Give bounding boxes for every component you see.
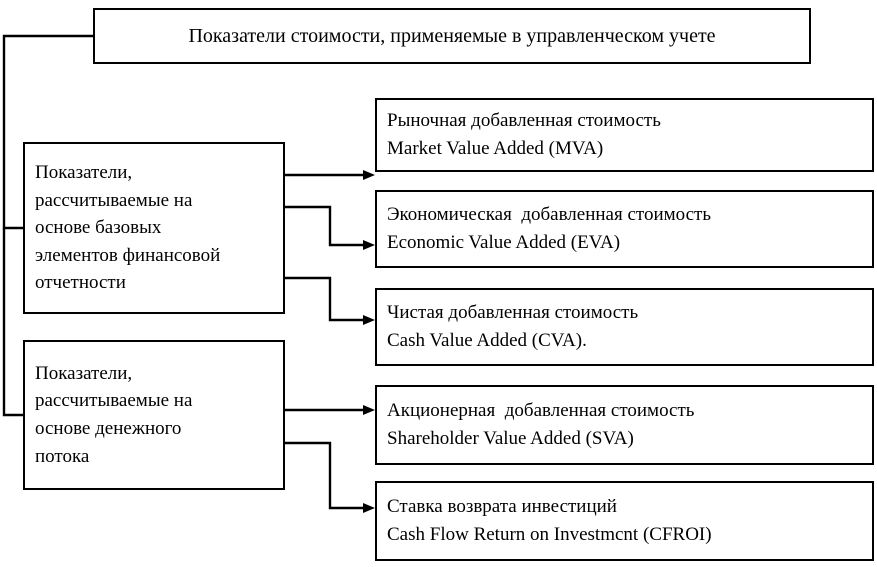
- metric-label-ru: Экономическая добавленная стоимость: [387, 204, 712, 226]
- category-line: Показатели,: [35, 162, 133, 184]
- diagram-title-box: [93, 8, 811, 64]
- category-box-cash-flow: [23, 340, 285, 490]
- connector-cat2-to-metric5: [285, 443, 368, 508]
- metric-box-cva: [375, 288, 874, 366]
- diagram-title-text: Показатели стоимости, применяемые в управленческом учете: [188, 24, 716, 47]
- category-line: Показатели,: [35, 362, 133, 384]
- arrowhead-metric2: [363, 240, 375, 250]
- category-box-base-financial-elements: [23, 142, 285, 314]
- metric-label-en: Cash Value Added (CVA).: [387, 330, 587, 351]
- category-line: отчетности: [35, 272, 126, 294]
- metric-label-en: Market Value Added (MVA): [387, 138, 604, 159]
- arrowhead-metric4: [363, 405, 375, 415]
- metric-box-cfroi: [375, 481, 874, 561]
- metric-label-en: Shareholder Value Added (SVA): [387, 428, 634, 449]
- metric-label-ru: Ставка возврата инвестиций: [387, 496, 617, 518]
- connector-cat1-to-metric2: [285, 207, 368, 245]
- category-line: рассчитываемые на: [35, 390, 193, 412]
- category-line: потока: [35, 445, 90, 467]
- category-line: рассчитываемые на: [35, 189, 193, 211]
- arrowhead-metric5: [363, 503, 375, 513]
- metric-label-en: Economic Value Added (EVA): [387, 232, 621, 253]
- metric-label-en: Cash Flow Return on Investmcnt (CFROI): [387, 524, 712, 545]
- metric-box-mva: [375, 98, 874, 172]
- category-line: основе базовых: [35, 217, 162, 239]
- category-line: элементов финансовой: [35, 244, 221, 266]
- arrowhead-metric1: [363, 170, 375, 180]
- connector-cat1-to-metric3: [285, 278, 368, 320]
- metric-box-eva: [375, 190, 874, 268]
- arrowhead-metric3: [363, 315, 375, 325]
- metric-label-ru: Акционерная добавленная стоимость: [387, 400, 695, 422]
- metric-label-ru: Рыночная добавленная стоимость: [387, 110, 661, 132]
- metric-box-sva: [375, 385, 874, 465]
- category-line: основе денежного: [35, 418, 182, 439]
- metric-label-ru: Чистая добавленная стоимость: [387, 302, 639, 324]
- connector-title-to-cat2: [4, 228, 23, 415]
